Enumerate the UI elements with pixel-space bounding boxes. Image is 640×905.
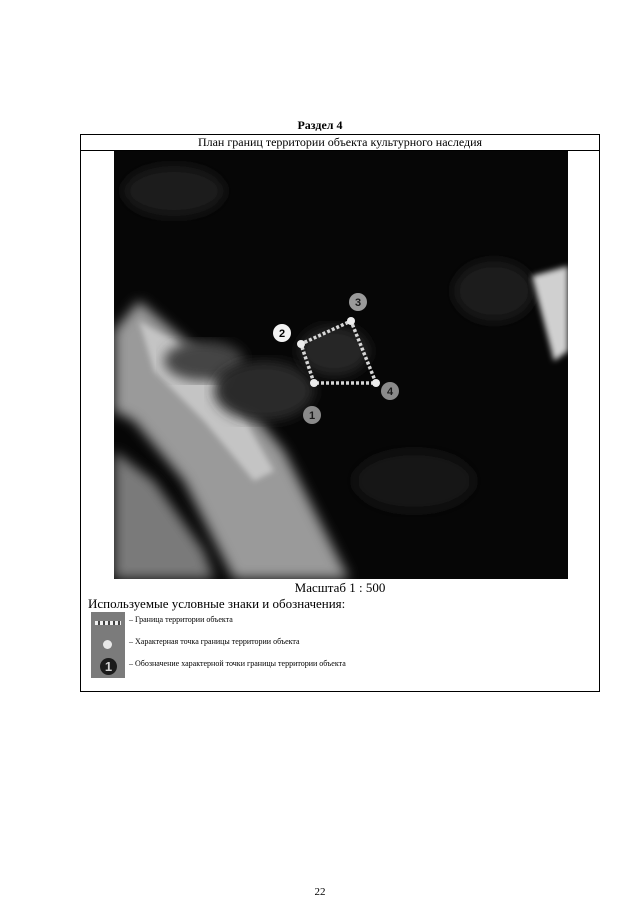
legend-title: Используемые условные знаки и обозначения:: [88, 596, 346, 611]
legend-item-text: – Граница территории объекта: [129, 615, 233, 624]
map-scale: Масштаб 1 : 500: [294, 580, 386, 595]
svg-text:4: 4: [386, 386, 394, 398]
legend-item-text: – Обозначение характерной точки границы территории объекта: [129, 659, 346, 668]
svg-text:3: 3: [354, 297, 362, 309]
point-number-icon: 1: [91, 656, 125, 678]
plan-title: План границ территории объекта культурного наследия: [81, 135, 599, 151]
map-graphic: [114, 151, 568, 579]
point-label-4: [381, 382, 399, 400]
boundary-line-icon: [91, 612, 125, 634]
point-label-3: [349, 293, 367, 311]
document-frame: [80, 134, 600, 692]
characteristic-point-icon: [91, 634, 125, 656]
section-title: Раздел 4: [297, 118, 343, 132]
point-label-2: [273, 324, 291, 342]
point-label-1: [303, 406, 321, 424]
page-number: 22: [314, 886, 326, 898]
aerial-map: [114, 151, 568, 579]
svg-text:1: 1: [308, 410, 316, 422]
legend-item-text: – Характерная точка границы территории объекта: [129, 637, 300, 646]
svg-text:2: 2: [278, 328, 286, 340]
